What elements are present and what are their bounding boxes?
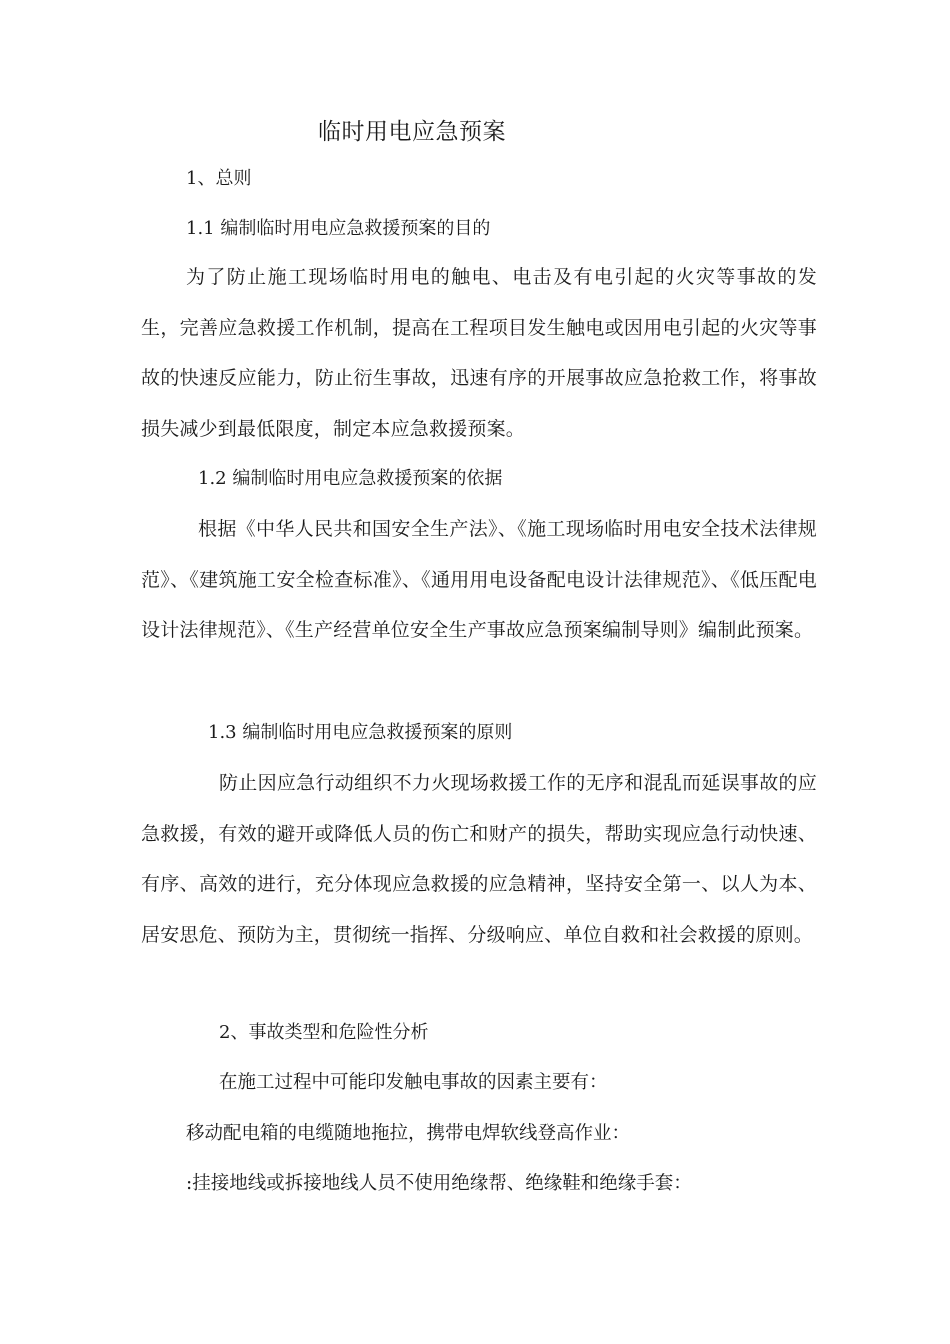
section-1-2-heading: 1.2 编制临时用电应急救援预案的依据 (198, 468, 503, 489)
section-1-heading: 1、总则 (186, 168, 252, 189)
section-1-1-paragraph: 为了防止施工现场临时用电的触电、电击及有电引起的火灾等事故的发生，完善应急救援工作机制，提高在工程项目发生触电或因用电引起的火灾等事故的快速反应能力，防止衍生事故，迅速有序的开展事故应急抢救工作，将事故损失减少到最低限度，制定本应急救援预案。 (141, 266, 817, 441)
section-1-1-heading: 1.1 编制临时用电应急救援预案的目的 (186, 218, 491, 239)
section-2-intro: 在施工过程中可能印发触电事故的因素主要有： (219, 1072, 608, 1093)
hazard-item: 移动配电箱的电缆随地拖拉，携带电焊软线登高作业： (186, 1123, 631, 1144)
hazard-item: :挂接地线或拆接地线人员不使用绝缘帮、绝缘鞋和绝缘手套： (186, 1173, 692, 1194)
section-1-3-paragraph: 防止因应急行动组织不力火现场救援工作的无序和混乱而延误事故的应急救援，有效的避开或降低人员的伤亡和财产的损失，帮助实现应急行动快速、有序、高效的进行，充分体现应急救援的应急精神，坚持安全第一、以人为本、居安思危、预防为主，贯彻统一指挥、分级响应、单位自救和社会救援的原则。 (141, 772, 817, 947)
section-2-heading: 2、事故类型和危险性分析 (219, 1022, 429, 1043)
document-title: 临时用电应急预案 (318, 119, 506, 145)
section-1-3-heading: 1.3 编制临时用电应急救援预案的原则 (208, 722, 513, 743)
section-1-2-paragraph: 根据《中华人民共和国安全生产法》、《施工现场临时用电安全技术法律规范》、《建筑施工安全检查标准》、《通用用电设备配电设计法律规范》、《低压配电设计法律规范》、《生产经营单位安全生产事故应急预案编制导则》编制此预案。 (141, 518, 817, 642)
